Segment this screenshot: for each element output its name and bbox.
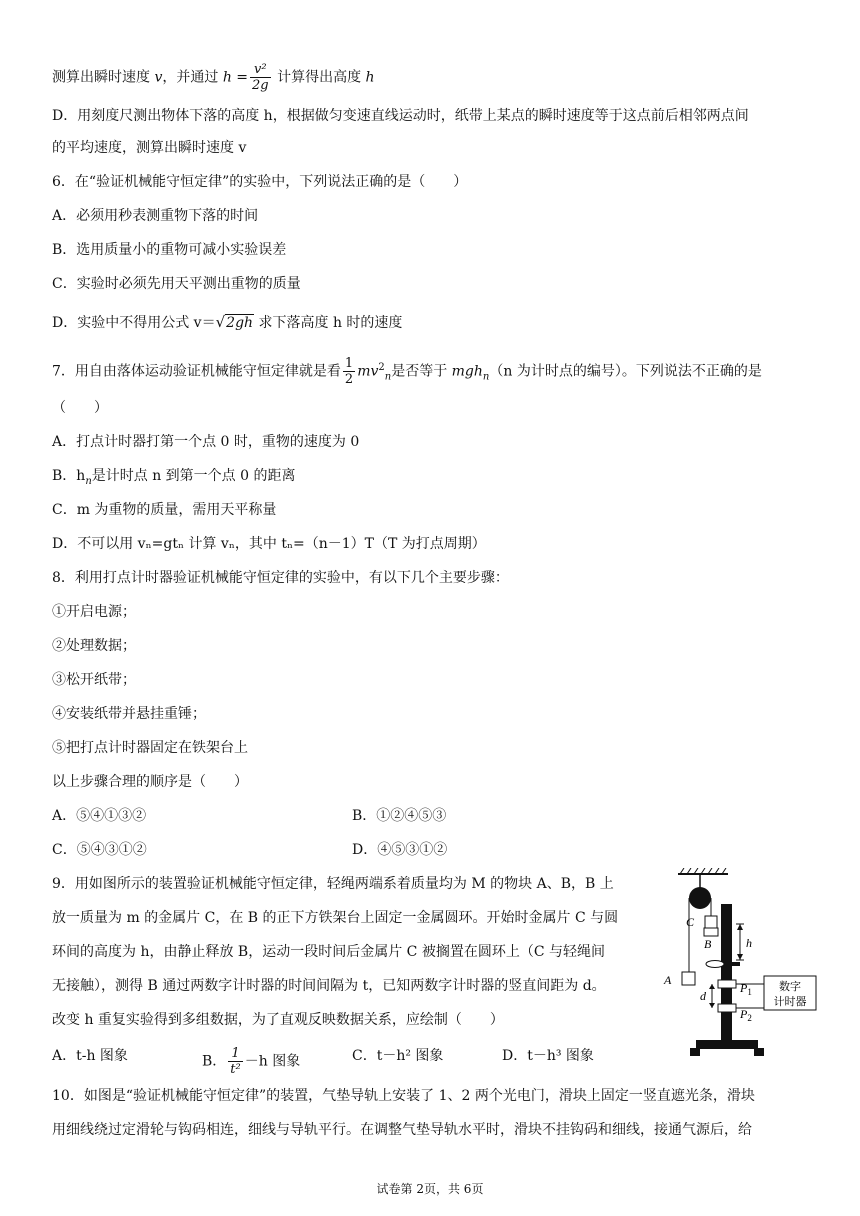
q7-stem: 7．用自由落体运动验证机械能守恒定律就是看 $\frac{1}{2}$ $mv^2_n$是否等于 mgh$_n$（n 为计时点的编号）。下列说法不正确的是: [52, 356, 762, 387]
q5-c-text-3: 计算得出高度: [272, 69, 366, 86]
q6-d-text-2: 求下落高度 h 时的速度: [254, 315, 403, 331]
q10-stem-line1: 10．如图是“验证机械能守恒定律”的装置，气垫导轨上安装了 1、2 两个光电门，滑块上固定一竖直遮光条，滑块: [52, 1088, 755, 1104]
q7-option-c: C．m 为重物的质量，需用天平称量: [52, 502, 277, 518]
q9-stem-line5: 改变 h 重复实验得到多组数据，为了直观反映数据关系，应绘制（ ）: [52, 1012, 504, 1028]
stand-pole: [721, 904, 732, 1044]
q5-c-fraction: [250, 62, 271, 93]
timer-p2: [718, 1004, 736, 1012]
q8-stem: 8．利用打点计时器验证机械能守恒定律的实验中，有以下几个主要步骤：: [52, 570, 509, 586]
q6-d-sqrt: 2gh: [226, 315, 254, 331]
q5-option-d-line2: 的平均速度，测算出瞬时速度 v: [52, 140, 247, 156]
q9-stem-line1: 9．用如图所示的装置验证机械能守恒定律，轻绳两端系着质量均为 M 的物块 A、B，B 上: [52, 876, 614, 892]
block-b: [704, 928, 718, 936]
q5-c-var-v: v: [154, 69, 163, 86]
q7-half-fraction: [343, 356, 355, 387]
timer-p1: [718, 980, 736, 988]
q7-option-b: B．$h_n$是计时点 n 到第一个点 0 的距离: [52, 468, 296, 487]
q8-ask: 以上步骤合理的顺序是（ ）: [52, 774, 248, 790]
q7-half-num: 1: [344, 356, 354, 371]
q8-step: ④安装纸带并悬挂重锤；: [52, 706, 206, 722]
q7-half-den: 2: [344, 372, 354, 387]
q6-option-a: A．必须用秒表测重物下落的时间: [52, 208, 259, 224]
q5-c-var-h: h: [365, 69, 375, 86]
stand-foot-left: [690, 1048, 700, 1056]
q8-step: ②处理数据；: [52, 638, 136, 654]
q8-option-d: D．④⑤③①②: [352, 842, 448, 858]
q7-mv: mv: [357, 363, 379, 380]
page-footer: 试卷第 2页，共 6页: [376, 1182, 484, 1196]
q5-c-text-2: ，并通过: [162, 69, 223, 86]
label-h: h: [746, 936, 752, 950]
q8-option-b: B．①②④⑤③: [352, 808, 447, 824]
label-p2: $P_2$: [740, 1007, 752, 1023]
stand-foot-right: [754, 1048, 764, 1056]
q7-option-a: A．打点计时器打第一个点 0 时，重物的速度为 0: [52, 434, 360, 450]
q8-option-a: A．⑤④①③②: [52, 808, 147, 824]
q9-b-frac-den: t²: [230, 1062, 241, 1077]
q7-mgh: mgh: [451, 363, 483, 380]
q7-b-text-1: B．h: [52, 468, 86, 484]
q8-option-c: C．⑤④③①②: [52, 842, 147, 858]
timer-box-label-2: 计时器: [773, 995, 807, 1008]
q9-apparatus-figure: [660, 868, 830, 1060]
q6-d-text-1: D．实验中不得用公式 v＝: [52, 315, 216, 331]
q6-stem: 6．在“验证机械能守恒定律”的实验中，下列说法正确的是（ ）: [52, 174, 468, 190]
metal-piece-c: [705, 916, 717, 928]
timer-box-label-1: 数字: [779, 980, 801, 993]
q5-c-text-1: 测算出瞬时速度: [52, 69, 155, 86]
q7-stem-paren: （ ）: [52, 400, 108, 416]
label-p1: $P_1$: [740, 981, 752, 997]
label-c: C: [686, 915, 695, 929]
q6-option-d: D．实验中不得用公式 v＝√2gh 求下落高度 h 时的速度: [52, 313, 403, 331]
q5-c-frac-den: 2g: [252, 78, 269, 93]
q7-option-d: D．不可以用 vₙ=gtₙ 计算 vₙ，其中 tₙ=（n－1）T（T 为打点周期）: [52, 536, 486, 552]
q8-step: ①开启电源；: [52, 604, 136, 620]
label-d: d: [700, 989, 706, 1003]
q7-b-text-2: 是计时点 n 到第一个点 0 的距离: [91, 468, 296, 484]
label-a: A: [664, 973, 672, 987]
q9-b-fraction: [228, 1046, 242, 1077]
q5-c-frac-num: v²: [250, 62, 271, 78]
q9-option-a: A．t-h 图象: [52, 1048, 128, 1064]
pulley: [689, 887, 711, 909]
q9-b-frac-num: 1: [228, 1046, 242, 1062]
stand-base: [696, 1040, 758, 1049]
q5-c-formula-lhs: h =: [222, 69, 249, 86]
q9-b-text: －h 图象: [244, 1053, 301, 1070]
q9-option-c: C．t－h² 图象: [352, 1048, 444, 1064]
q7-stem-text-2: 是否等于: [391, 363, 452, 380]
q5-option-c-tail: [52, 62, 375, 93]
q9-stem-line3: 环间的高度为 h，由静止释放 B，运动一段时间后金属片 C 被搁置在圆环上（C 与轻绳间: [52, 944, 605, 960]
q6-option-c: C．实验时必须先用天平测出重物的质量: [52, 276, 301, 292]
label-b: B: [704, 937, 712, 951]
q9-option-b: [202, 1046, 300, 1077]
q9-stem-line2: 放一质量为 m 的金属片 C，在 B 的正下方铁架台上固定一金属圆环。开始时金属片 C 与圆: [52, 910, 619, 926]
q6-option-b: B．选用质量小的重物可减小实验误差: [52, 242, 287, 258]
q8-step: ⑤把打点计时器固定在铁架台上: [52, 740, 248, 756]
q8-step: ③松开纸带；: [52, 672, 136, 688]
block-a: [682, 972, 695, 985]
q7-stem-text-1: 7．用自由落体运动验证机械能守恒定律就是看: [52, 363, 341, 380]
q9-b-label: B．: [202, 1053, 227, 1070]
q10-stem-line2: 用细线绕过定滑轮与钩码相连，细线与导轨平行。在调整气垫导轨水平时，滑块不挂钩码和细线，接通气源后，给: [52, 1122, 752, 1138]
q9-stem-line4: 无接触），测得 B 通过两数字计时器的时间间隔为 t，已知两数字计时器的竖直间距为 d。: [52, 978, 606, 994]
q7-stem-text-3: （n 为计时点的编号）。下列说法不正确的是: [489, 363, 762, 380]
q5-option-d-line1: D．用刻度尺测出物体下落的高度 h，根据做匀变速直线运动时，纸带上某点的瞬时速度等于这点前后相邻两点间: [52, 108, 749, 124]
metal-ring: [706, 961, 724, 968]
q9-option-d: D．t－h³ 图象: [502, 1048, 594, 1064]
